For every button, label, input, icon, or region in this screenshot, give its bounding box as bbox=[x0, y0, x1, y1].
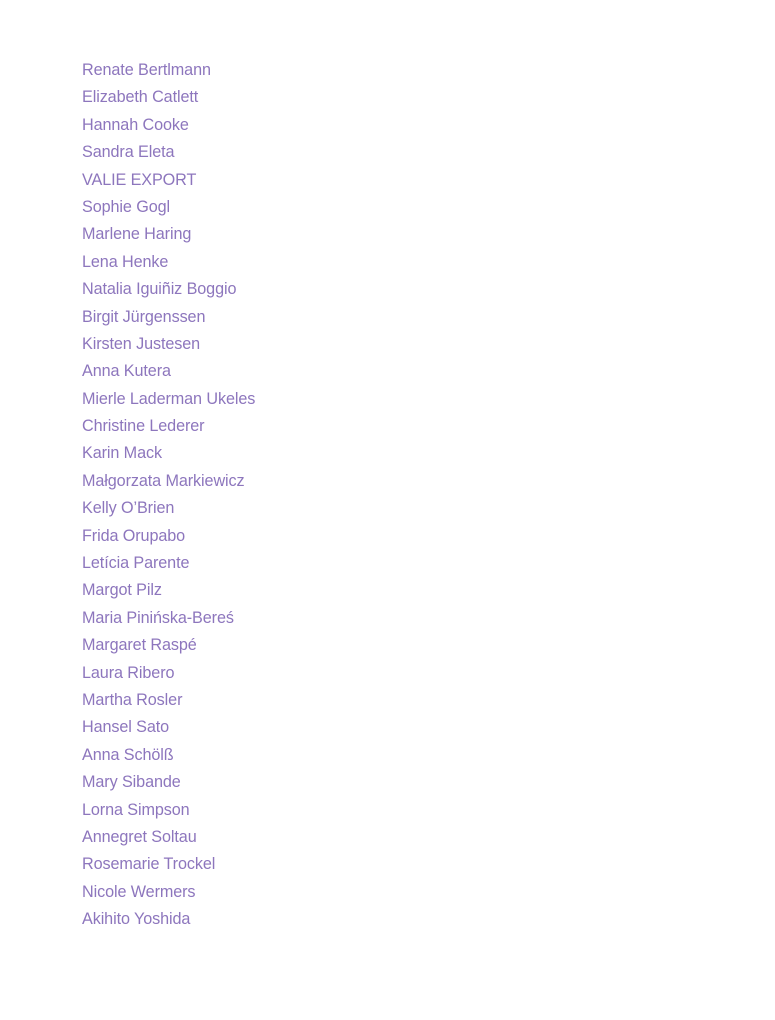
artist-name: Margaret Raspé bbox=[82, 636, 197, 655]
artist-name: Karin Mack bbox=[82, 444, 162, 463]
artist-name: Kirsten Justesen bbox=[82, 334, 201, 353]
artist-name: Anna Schölß bbox=[82, 745, 174, 764]
artist-name: Martha Rosler bbox=[82, 690, 183, 709]
artist-name: Lena Henke bbox=[82, 252, 169, 271]
artist-name: Sandra Eleta bbox=[82, 143, 175, 162]
artist-name: Anna Kutera bbox=[82, 362, 171, 381]
artist-name: Christine Lederer bbox=[82, 417, 205, 436]
artist-name: Laura Ribero bbox=[82, 663, 175, 682]
artist-name: VALIE EXPORT bbox=[82, 170, 197, 189]
artist-name: Hannah Cooke bbox=[82, 115, 189, 134]
artist-name: Hansel Sato bbox=[82, 718, 170, 737]
artist-name: Mary Sibande bbox=[82, 773, 181, 792]
artist-name: Sophie Gogl bbox=[82, 197, 170, 216]
artist-name: Maria Pinińska-Bereś bbox=[82, 608, 234, 627]
artist-name: Frida Orupabo bbox=[82, 526, 186, 545]
artist-name: Margot Pilz bbox=[82, 581, 162, 600]
artist-name: Kelly O’Brien bbox=[82, 499, 175, 518]
artist-name: Marlene Haring bbox=[82, 225, 192, 244]
artist-name: Mierle Laderman Ukeles bbox=[82, 389, 256, 408]
artist-name: Elizabeth Catlett bbox=[82, 88, 199, 107]
artist-name: Małgorzata Markiewicz bbox=[82, 471, 245, 490]
artist-name: Birgit Jürgenssen bbox=[82, 307, 206, 326]
artist-name-list bbox=[82, 57, 255, 934]
artist-name: Annegret Soltau bbox=[82, 827, 197, 846]
artist-name: Akihito Yoshida bbox=[82, 910, 191, 929]
artist-name: Letícia Parente bbox=[82, 554, 190, 573]
artist-name: Natalia Iguiñiz Boggio bbox=[82, 280, 237, 299]
artist-name: Rosemarie Trockel bbox=[82, 855, 216, 874]
artist-name: Lorna Simpson bbox=[82, 800, 190, 819]
artist-name: Nicole Wermers bbox=[82, 882, 196, 901]
artist-name: Renate Bertlmann bbox=[82, 61, 211, 79]
